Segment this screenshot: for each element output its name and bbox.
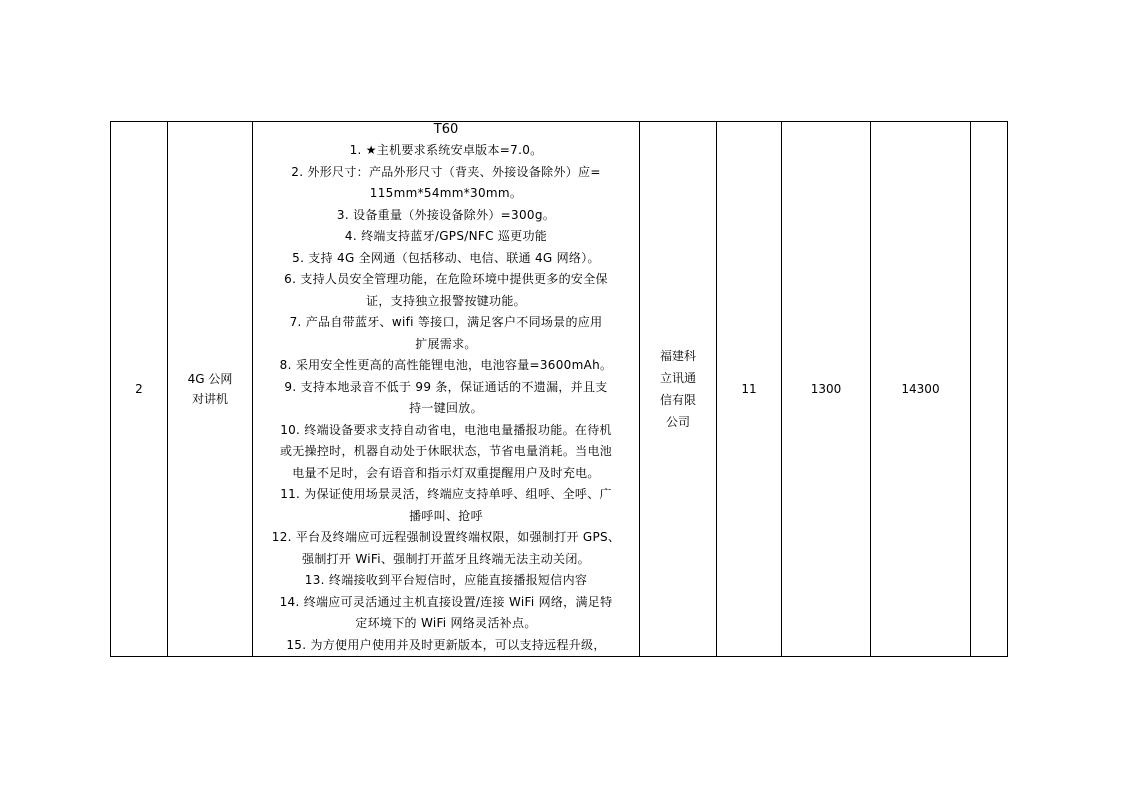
- spec-line: 5. 支持 4G 全网通（包括移动、电信、联通 4G 网络）。: [292, 250, 600, 265]
- spec-line: 3. 设备重量（外接设备除外）=300g。: [336, 207, 556, 222]
- manufacturer-line: 公司: [665, 415, 690, 429]
- table-row: [111, 122, 1008, 657]
- spec-line: 电量不足时，会有语音和指示灯双重提醒用户及时充电。: [292, 465, 600, 480]
- product-name-cell: [168, 122, 253, 657]
- manufacturer-line: 立讯通: [659, 371, 696, 385]
- spec-line: 或无操控时，机器自动处于休眠状态，节省电量消耗。当电池: [279, 444, 613, 458]
- manufacturer-cell: [640, 122, 717, 657]
- spec-line: 12. 平台及终端应可远程强制设置终端权限，如强制打开 GPS、: [271, 530, 621, 544]
- spec-line: 7. 产品自带蓝牙、wifi 等接口，满足客户不同场景的应用: [289, 315, 603, 329]
- model-number: T60: [433, 122, 459, 137]
- row-index: 2: [135, 382, 143, 396]
- spec-line: 定环境下的 WiFi 网络灵活补点。: [355, 616, 537, 630]
- remark-cell: [971, 122, 1008, 657]
- spec-line: 扩展需求。: [415, 336, 477, 351]
- spec-line: 115mm*54mm*30mm。: [369, 186, 523, 200]
- row-index-cell: [111, 122, 168, 657]
- unit-price-cell: [782, 122, 871, 657]
- spec-line: 2. 外形尺寸：产品外形尺寸（背夹、外接设备除外）应=: [291, 164, 601, 179]
- spec-cell: [253, 122, 640, 657]
- unit-price: 1300: [810, 382, 842, 396]
- spec-line: 15. 为方便用户使用并及时更新版本，可以支持远程升级，: [286, 637, 606, 652]
- spec-line: 10. 终端设备要求支持自动省电，电池电量播报功能。在待机: [280, 422, 612, 437]
- spec-line: 9. 支持本地录音不低于 99 条，保证通话的不遗漏，并且支: [284, 379, 608, 394]
- spec-line: 1. ★主机要求系统安卓版本=7.0。: [349, 143, 543, 157]
- quantity: 11: [741, 382, 757, 396]
- spec-line: 强制打开 WiFi、强制打开蓝牙且终端无法主动关闭。: [302, 551, 590, 566]
- spec-line: 11. 为保证使用场景灵活，终端应支持单呼、组呼、全呼、广: [280, 487, 612, 501]
- manufacturer-line: 信有限: [659, 393, 696, 407]
- spec-line: 14. 终端应可灵活通过主机直接设置/连接 WiFi 网络，满足特: [279, 594, 613, 609]
- spec-line: 4. 终端支持蓝牙/GPS/NFC 巡更功能: [344, 229, 548, 243]
- total-price-cell: [871, 122, 971, 657]
- product-spec-table: [110, 121, 1008, 657]
- spec-line: 8. 采用安全性更高的高性能锂电池，电池容量=3600mAh。: [279, 358, 613, 372]
- spec-line: 13. 终端接收到平台短信时，应能直接播报短信内容: [304, 573, 588, 587]
- total-price: 14300: [901, 382, 940, 396]
- product-name-line: 4G 公网: [187, 372, 233, 386]
- manufacturer-line: 福建科: [659, 349, 696, 363]
- product-name-line: 对讲机: [191, 392, 228, 406]
- spec-line: 证，支持独立报警按键功能。: [366, 293, 526, 308]
- spec-line: 6. 支持人员安全管理功能，在危险环境中提供更多的安全保: [284, 272, 608, 286]
- quantity-cell: [717, 122, 782, 657]
- spec-line: 持一键回放。: [409, 401, 483, 415]
- spec-line: 播呼叫、抢呼: [409, 508, 483, 523]
